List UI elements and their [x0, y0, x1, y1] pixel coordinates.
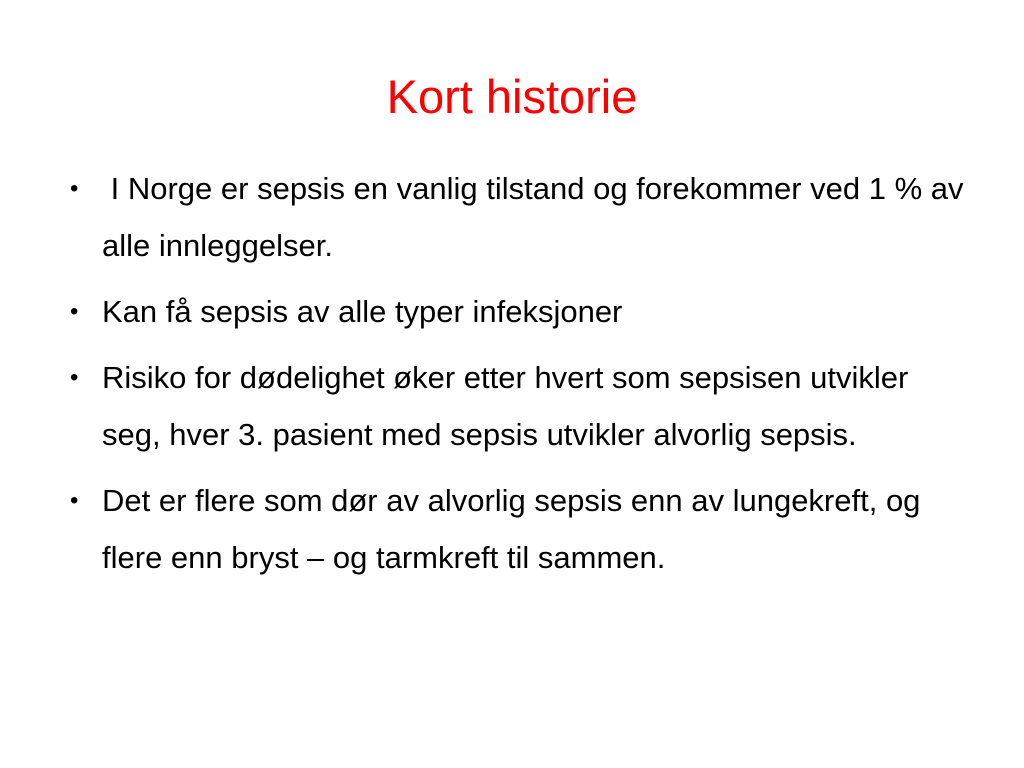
bullet-icon: • — [70, 487, 79, 514]
bullet-item-3 — [60, 349, 970, 463]
bullet-icon: • — [70, 298, 79, 325]
bullet-item-4 — [60, 472, 970, 586]
slide-title: Kort historie — [386, 70, 638, 123]
bullet-item-1 — [60, 160, 973, 274]
bullet-text: I Norge er sepsis en vanlig tilstand og forekommer ved 1 % av alle innleggelser. — [102, 171, 973, 263]
bullet-icon: • — [70, 364, 79, 391]
bullet-text: Kan få sepsis av alle typer infeksjoner — [102, 294, 623, 329]
bullet-text: Det er flere som dør av alvorlig sepsis enn av lungekreft, og flere enn bryst – og tarmkreft til sammen. — [102, 483, 921, 575]
bullet-text: Risiko for dødelighet øker etter hvert som sepsisen utvikler seg, hver 3. pasient med sepsis utvikler alvorlig sepsis. — [102, 360, 909, 452]
bullet-list — [60, 160, 973, 595]
bullet-icon: • — [70, 175, 79, 202]
bullet-item-2 — [60, 283, 970, 340]
